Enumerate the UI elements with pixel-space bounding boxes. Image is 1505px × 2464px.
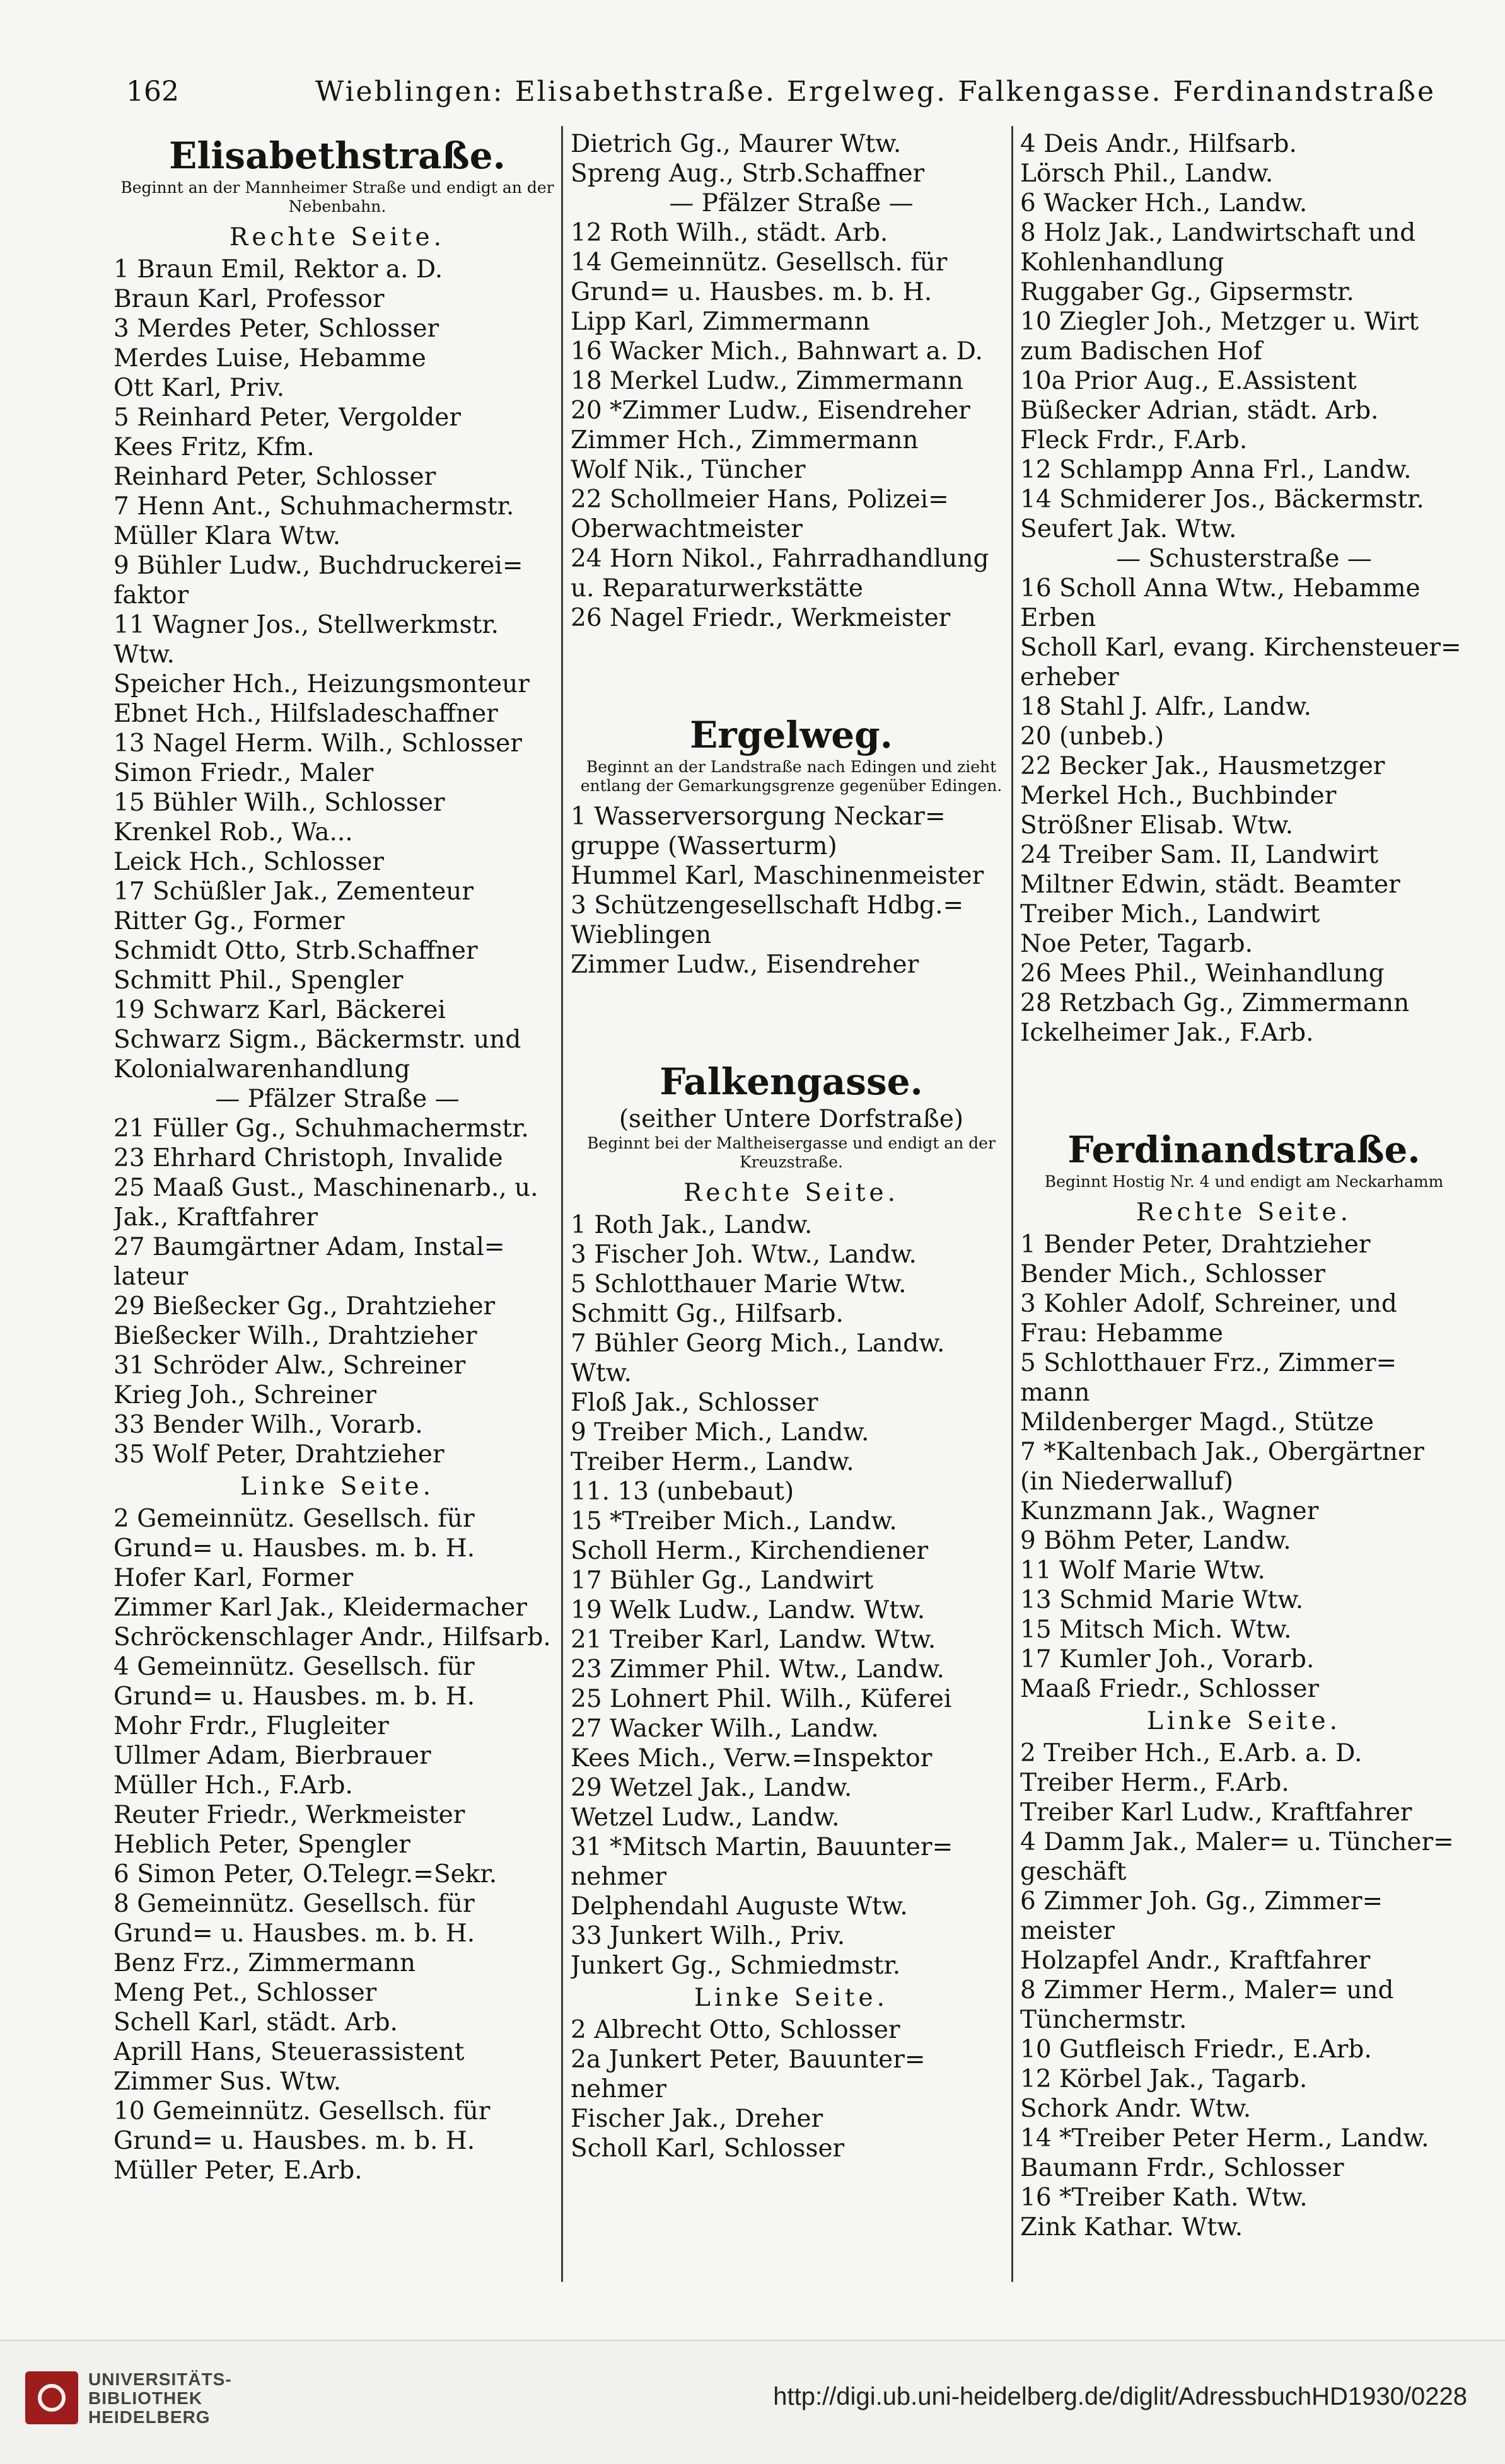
- directory-entry: Ruggaber Gg., Gipsermstr.: [1020, 278, 1354, 306]
- directory-entry: Aprill Hans, Steuerassistent: [113, 2038, 465, 2066]
- directory-entry: 24 Horn Nikol., Fahrradhandlung: [571, 545, 989, 573]
- cross-street: — Pfälzer Straße —: [215, 1085, 460, 1113]
- directory-entry: 28 Retzbach Gg., Zimmermann: [1020, 989, 1410, 1017]
- directory-entry: 10 Gemeinnütz. Gesellsch. für: [113, 2097, 491, 2126]
- page-header: [113, 63, 1436, 113]
- directory-entry: 14 Gemeinnütz. Gesellsch. für: [571, 248, 948, 277]
- directory-entry: 22 Becker Jak., Hausmetzger: [1020, 752, 1385, 780]
- directory-entry: 13 Schmid Marie Wtw.: [1020, 1586, 1304, 1614]
- directory-entry: Maaß Friedr., Schlosser: [1020, 1675, 1320, 1703]
- directory-entry: Junkert Gg., Schmiedmstr.: [571, 1952, 901, 1980]
- directory-entry: 5 Schlotthauer Marie Wtw.: [571, 1270, 907, 1299]
- directory-entry: Simon Friedr., Maler: [113, 759, 374, 787]
- library-logo-icon: [25, 2371, 78, 2424]
- directory-entry: 9 Böhm Peter, Landw.: [1020, 1527, 1291, 1555]
- directory-entry: 6 Zimmer Joh. Gg., Zimmer=: [1020, 1887, 1383, 1916]
- directory-entry: 35 Wolf Peter, Drahtzieher: [113, 1440, 445, 1469]
- directory-entry: Grund= u. Hausbes. m. b. H.: [113, 2127, 475, 2155]
- section-gap: [1020, 1048, 1468, 1123]
- directory-entry: Wolf Nik., Tüncher: [571, 456, 806, 484]
- directory-entry: Grund= u. Hausbes. m. b. H.: [571, 278, 933, 306]
- side-heading: Linke Seite.: [240, 1472, 435, 1501]
- directory-entry: 24 Treiber Sam. II, Landwirt: [1020, 841, 1379, 869]
- directory-entry: 19 Welk Ludw., Landw. Wtw.: [571, 1596, 926, 1624]
- directory-entry: 3 Schützengesellschaft Hdbg.=: [571, 891, 964, 920]
- section-note: Beginnt an der Landstraße nach Edingen und zieht entlang der Gemarkungsgrenze gegenüber Edingen.: [580, 758, 1002, 795]
- directory-entry: 15 *Treiber Mich., Landw.: [571, 1507, 897, 1536]
- directory-entry: Krenkel Rob., Wa...: [113, 818, 353, 847]
- directory-entry: 12 Roth Wilh., städt. Arb.: [571, 219, 888, 247]
- directory-entry: 22 Schollmeier Hans, Polizei=: [571, 485, 949, 514]
- directory-entry: gruppe (Wasserturm): [571, 832, 837, 860]
- directory-entry: 26 Mees Phil., Weinhandlung: [1020, 959, 1385, 988]
- directory-entry: 14 *Treiber Peter Herm., Landw.: [1020, 2124, 1429, 2153]
- directory-entry: 7 *Kaltenbach Jak., Obergärtner: [1020, 1438, 1424, 1466]
- directory-entry: nehmer: [571, 2075, 667, 2103]
- directory-entry: 23 Ehrhard Christoph, Invalide: [113, 1144, 503, 1172]
- directory-entry: Scholl Karl, Schlosser: [571, 2134, 845, 2163]
- directory-entry: Lörsch Phil., Landw.: [1020, 159, 1274, 188]
- side-heading: Rechte Seite.: [683, 1179, 899, 1207]
- section-title: Ergelweg.: [690, 714, 893, 756]
- directory-entry: Ritter Gg., Former: [113, 907, 345, 935]
- directory-entry: Miltner Edwin, städt. Beamter: [1020, 870, 1400, 899]
- directory-entry: 8 Gemeinnütz. Gesellsch. für: [113, 1890, 475, 1918]
- directory-entry: 7 Henn Ant., Schuhmachermstr.: [113, 492, 514, 521]
- cross-street: — Schusterstraße —: [1116, 545, 1372, 573]
- directory-entry: Müller Hch., F.Arb.: [113, 1771, 353, 1800]
- directory-entry: 11. 13 (unbebaut): [571, 1478, 794, 1506]
- directory-entry: 25 Maaß Gust., Maschinenarb., u.: [113, 1174, 538, 1202]
- directory-entry: erheber: [1020, 663, 1119, 691]
- directory-entry: Ickelheimer Jak., F.Arb.: [1020, 1019, 1314, 1047]
- directory-entry: 11 Wagner Jos., Stellwerkmstr.: [113, 611, 499, 639]
- directory-entry: 12 Schlampp Anna Frl., Landw.: [1020, 456, 1412, 484]
- directory-entry: Schmitt Phil., Spengler: [113, 966, 404, 995]
- directory-entry: Strößner Elisab. Wtw.: [1020, 811, 1294, 840]
- directory-entry: 9 Bühler Ludw., Buchdruckerei=: [113, 552, 523, 580]
- directory-entry: 20 (unbeb.): [1020, 722, 1165, 751]
- directory-entry: 3 Merdes Peter, Schlosser: [113, 315, 439, 343]
- directory-entry: Treiber Herm., F.Arb.: [1020, 1769, 1289, 1797]
- directory-entry: 11 Wolf Marie Wtw.: [1020, 1556, 1265, 1585]
- directory-entry: Wieblingen: [571, 921, 712, 949]
- directory-entry: 17 Bühler Gg., Landwirt: [571, 1566, 874, 1595]
- directory-entry: faktor: [113, 581, 189, 610]
- directory-entry: Frau: Hebamme: [1020, 1319, 1223, 1348]
- directory-entry: 16 *Treiber Kath. Wtw.: [1020, 2183, 1308, 2212]
- directory-entry: 15 Bühler Wilh., Schlosser: [113, 789, 445, 817]
- source-url-link[interactable]: http://digi.ub.uni-heidelberg.de/diglit/AdressbuchHD1930/0228: [773, 2383, 1467, 2410]
- directory-entry: Zimmer Sus. Wtw.: [113, 2068, 342, 2096]
- directory-entry: Reuter Friedr., Werkmeister: [113, 1801, 465, 1829]
- section-gap: [571, 980, 1012, 1055]
- directory-entry: 1 Bender Peter, Drahtzieher: [1020, 1230, 1371, 1259]
- directory-entry: Kolonialwarenhandlung: [113, 1055, 410, 1084]
- page-number: 162: [126, 76, 179, 108]
- directory-entry: geschäft: [1020, 1858, 1127, 1886]
- directory-entry: Treiber Herm., Landw.: [571, 1448, 854, 1476]
- directory-entry: Büßecker Adrian, städt. Arb.: [1020, 396, 1379, 425]
- directory-entry: 1 Wasserversorgung Neckar=: [571, 802, 946, 831]
- directory-entry: Ullmer Adam, Bierbrauer: [113, 1742, 431, 1770]
- section-note: Beginnt bei der Maltheisergasse und endigt an der Kreuzstraße.: [587, 1134, 996, 1171]
- directory-entry: Erben: [1020, 604, 1096, 632]
- directory-entry: Schröckenschlager Andr., Hilfsarb.: [113, 1623, 551, 1651]
- directory-entry: Schork Andr. Wtw.: [1020, 2095, 1252, 2123]
- directory-entry: Wtw.: [571, 1359, 632, 1387]
- directory-entry: Delphendahl Auguste Wtw.: [571, 1892, 908, 1921]
- directory-entry: 26 Nagel Friedr., Werkmeister: [571, 604, 951, 632]
- directory-entry: 17 Kumler Joh., Vorarb.: [1020, 1645, 1315, 1674]
- directory-entry: 33 Bender Wilh., Vorarb.: [113, 1411, 423, 1439]
- directory-entry: Zimmer Hch., Zimmermann: [571, 426, 919, 454]
- directory-entry: Kees Mich., Verw.=Inspektor: [571, 1744, 933, 1773]
- directory-entry: Schell Karl, städt. Arb.: [113, 2008, 398, 2037]
- directory-entry: 20 *Zimmer Ludw., Eisendreher: [571, 396, 970, 425]
- directory-entry: Grund= u. Hausbes. m. b. H.: [113, 1682, 475, 1711]
- directory-entry: Hofer Karl, Former: [113, 1564, 354, 1592]
- directory-entry: 18 Stahl J. Alfr., Landw.: [1020, 693, 1312, 721]
- directory-entry: 12 Körbel Jak., Tagarb.: [1020, 2065, 1308, 2093]
- directory-entry: Scholl Herm., Kirchendiener: [571, 1537, 929, 1565]
- directory-column-3: [1020, 129, 1468, 2242]
- directory-entry: 16 Wacker Mich., Bahnwart a. D.: [571, 337, 983, 366]
- directory-entry: 8 Holz Jak., Landwirtschaft und: [1020, 219, 1416, 247]
- directory-entry: Scholl Karl, evang. Kirchensteuer=: [1020, 633, 1461, 662]
- directory-entry: Müller Klara Wtw.: [113, 522, 341, 550]
- directory-entry: mann: [1020, 1379, 1090, 1407]
- directory-entry: 29 Bießecker Gg., Drahtzieher: [113, 1292, 496, 1321]
- directory-entry: Krieg Joh., Schreiner: [113, 1381, 376, 1409]
- directory-entry: 21 Treiber Karl, Landw. Wtw.: [571, 1626, 936, 1654]
- section-note: Beginnt Hostig Nr. 4 und endigt am Neckarhamm: [1044, 1172, 1444, 1191]
- directory-entry: 10a Prior Aug., E.Assistent: [1020, 367, 1357, 395]
- directory-entry: 2 Albrecht Otto, Schlosser: [571, 2016, 900, 2044]
- directory-column-1: [113, 129, 561, 2185]
- directory-entry: Oberwachtmeister: [571, 515, 803, 543]
- directory-entry: Floß Jak., Schlosser: [571, 1389, 818, 1417]
- directory-entry: 21 Füller Gg., Schuhmachermstr.: [113, 1114, 529, 1143]
- directory-entry: 2 Treiber Hch., E.Arb. a. D.: [1020, 1739, 1363, 1767]
- directory-entry: 19 Schwarz Karl, Bäckerei: [113, 996, 446, 1024]
- directory-entry: 23 Zimmer Phil. Wtw., Landw.: [571, 1655, 944, 1684]
- side-heading: Linke Seite.: [694, 1984, 889, 2012]
- directory-entry: Wtw.: [113, 640, 175, 669]
- directory-entry: u. Reparaturwerkstätte: [571, 574, 864, 603]
- directory-entry: Lipp Karl, Zimmermann: [571, 308, 870, 336]
- library-footer: [0, 2340, 1505, 2464]
- directory-entry: Müller Peter, E.Arb.: [113, 2156, 363, 2185]
- directory-entry: 1 Braun Emil, Rektor a. D.: [113, 255, 443, 284]
- directory-entry: Merkel Hch., Buchbinder: [1020, 782, 1337, 810]
- column-divider: [561, 126, 563, 2282]
- directory-entry: 25 Lohnert Phil. Wilh., Küferei: [571, 1685, 952, 1713]
- directory-entry: 13 Nagel Herm. Wilh., Schlosser: [113, 729, 522, 758]
- directory-entry: 31 *Mitsch Martin, Bauunter=: [571, 1833, 953, 1861]
- directory-entry: 9 Treiber Mich., Landw.: [571, 1418, 869, 1447]
- directory-entry: Treiber Mich., Landwirt: [1020, 900, 1320, 928]
- directory-entry: Kohlenhandlung: [1020, 248, 1224, 277]
- cross-street: (seither Untere Dorfstraße): [619, 1105, 964, 1133]
- directory-entry: Kunzmann Jak., Wagner: [1020, 1497, 1319, 1525]
- directory-column-2: [571, 129, 1012, 2163]
- section-title: Falkengasse.: [660, 1060, 923, 1103]
- directory-entry: (in Niederwalluf): [1020, 1467, 1233, 1496]
- directory-entry: Zimmer Karl Jak., Kleidermacher: [113, 1594, 528, 1622]
- running-title: Wieblingen: Elisabethstraße. Ergelweg. Falkengasse. Ferdinandstraße: [315, 76, 1436, 108]
- directory-entry: Leick Hch., Schlosser: [113, 848, 384, 876]
- directory-entry: Grund= u. Hausbes. m. b. H.: [113, 1919, 475, 1948]
- directory-entry: Reinhard Peter, Schlosser: [113, 463, 436, 491]
- directory-entry: Noe Peter, Tagarb.: [1020, 930, 1253, 958]
- directory-entry: 14 Schmiderer Jos., Bäckermstr.: [1020, 485, 1424, 514]
- directory-entry: Kees Fritz, Kfm.: [113, 433, 315, 461]
- directory-entry: Braun Karl, Professor: [113, 285, 385, 313]
- directory-entry: Treiber Karl Ludw., Kraftfahrer: [1020, 1798, 1412, 1827]
- directory-entry: 31 Schröder Alw., Schreiner: [113, 1351, 466, 1380]
- directory-entry: 33 Junkert Wilh., Priv.: [571, 1922, 845, 1950]
- directory-entry: lateur: [113, 1263, 189, 1291]
- directory-entry: 2 Gemeinnütz. Gesellsch. für: [113, 1505, 475, 1533]
- directory-entry: 10 Gutfleisch Friedr., E.Arb.: [1020, 2035, 1372, 2064]
- directory-entry: Fleck Frdr., F.Arb.: [1020, 426, 1248, 454]
- directory-entry: 4 Gemeinnütz. Gesellsch. für: [113, 1653, 475, 1681]
- directory-entry: 29 Wetzel Jak., Landw.: [571, 1774, 852, 1802]
- directory-entry: Schmidt Otto, Strb.Schaffner: [113, 937, 478, 965]
- directory-entry: Tünchermstr.: [1020, 2006, 1187, 2034]
- side-heading: Rechte Seite.: [230, 223, 445, 252]
- section-gap: [571, 633, 1012, 709]
- directory-entry: Speicher Hch., Heizungsmonteur: [113, 670, 530, 698]
- directory-entry: 1 Roth Jak., Landw.: [571, 1211, 813, 1239]
- directory-entry: 15 Mitsch Mich. Wtw.: [1020, 1616, 1292, 1644]
- directory-entry: 8 Zimmer Herm., Maler= und: [1020, 1976, 1394, 2004]
- directory-entry: Zink Kathar. Wtw.: [1020, 2213, 1243, 2241]
- directory-entry: 17 Schüßler Jak., Zementeur: [113, 877, 474, 906]
- directory-entry: 4 Damm Jak., Maler= u. Tüncher=: [1020, 1828, 1454, 1856]
- directory-entry: Zimmer Ludw., Eisendreher: [571, 951, 919, 979]
- directory-entry: Spreng Aug., Strb.Schaffner: [571, 159, 925, 188]
- directory-entry: Dietrich Gg., Maurer Wtw.: [571, 130, 902, 158]
- directory-entry: Bießecker Wilh., Drahtzieher: [113, 1322, 477, 1350]
- directory-entry: Wetzel Ludw., Landw.: [571, 1803, 840, 1832]
- directory-entry: Grund= u. Hausbes. m. b. H.: [113, 1534, 475, 1563]
- directory-entry: Jak., Kraftfahrer: [113, 1203, 318, 1232]
- directory-entry: 4 Deis Andr., Hilfsarb.: [1020, 130, 1297, 158]
- directory-entry: 7 Bühler Georg Mich., Landw.: [571, 1329, 945, 1358]
- directory-entry: 5 Reinhard Peter, Vergolder: [113, 403, 462, 432]
- directory-entry: Mildenberger Magd., Stütze: [1020, 1408, 1374, 1437]
- side-heading: Linke Seite.: [1146, 1707, 1342, 1735]
- section-title: Elisabethstraße.: [169, 134, 506, 177]
- directory-entry: Heblich Peter, Spengler: [113, 1831, 410, 1859]
- directory-entry: 3 Fischer Joh. Wtw., Landw.: [571, 1241, 917, 1269]
- directory-entry: Bender Mich., Schlosser: [1020, 1260, 1325, 1288]
- directory-entry: zum Badischen Hof: [1020, 337, 1262, 366]
- section-note: Beginnt an der Mannheimer Straße und endigt an der Nebenbahn.: [120, 178, 554, 216]
- directory-entry: 5 Schlotthauer Frz., Zimmer=: [1020, 1349, 1397, 1377]
- directory-entry: Seufert Jak. Wtw.: [1020, 515, 1237, 543]
- directory-entry: 2a Junkert Peter, Bauunter=: [571, 2045, 926, 2074]
- directory-entry: meister: [1020, 1917, 1115, 1945]
- directory-entry: 6 Wacker Hch., Landw.: [1020, 189, 1308, 217]
- directory-entry: Merdes Luise, Hebamme: [113, 344, 426, 373]
- directory-entry: Schmitt Gg., Hilfsarb.: [571, 1300, 844, 1328]
- directory-entry: Ott Karl, Priv.: [113, 374, 285, 402]
- directory-entry: Benz Frz., Zimmermann: [113, 1949, 415, 1977]
- directory-entry: Meng Pet., Schlosser: [113, 1979, 377, 2007]
- directory-entry: Ebnet Hch., Hilfsladeschaffner: [113, 700, 498, 728]
- directory-entry: 6 Simon Peter, O.Telegr.=Sekr.: [113, 1860, 497, 1888]
- side-heading: Rechte Seite.: [1136, 1198, 1352, 1227]
- directory-entry: Holzapfel Andr., Kraftfahrer: [1020, 1946, 1371, 1975]
- directory-entry: 3 Kohler Adolf, Schreiner, und: [1020, 1290, 1397, 1318]
- directory-entry: 10 Ziegler Joh., Metzger u. Wirt: [1020, 308, 1419, 336]
- directory-entry: Hummel Karl, Maschinenmeister: [571, 862, 984, 890]
- directory-entry: nehmer: [571, 1863, 667, 1891]
- directory-entry: Fischer Jak., Dreher: [571, 2105, 823, 2133]
- directory-entry: Baumann Frdr., Schlosser: [1020, 2154, 1344, 2182]
- directory-entry: 27 Baumgärtner Adam, Instal=: [113, 1233, 505, 1261]
- directory-entry: Schwarz Sigm., Bäckermstr. und: [113, 1026, 521, 1054]
- directory-entry: 27 Wacker Wilh., Landw.: [571, 1715, 879, 1743]
- cross-street: — Pfälzer Straße —: [669, 189, 914, 217]
- library-name: UNIVERSITÄTS- BIBLIOTHEK HEIDELBERG: [88, 2369, 232, 2427]
- directory-entry: Mohr Frdr., Flugleiter: [113, 1712, 389, 1740]
- directory-entry: 16 Scholl Anna Wtw., Hebamme: [1020, 574, 1421, 603]
- directory-entry: 18 Merkel Ludw., Zimmermann: [571, 367, 963, 395]
- section-title: Ferdinandstraße.: [1067, 1128, 1421, 1171]
